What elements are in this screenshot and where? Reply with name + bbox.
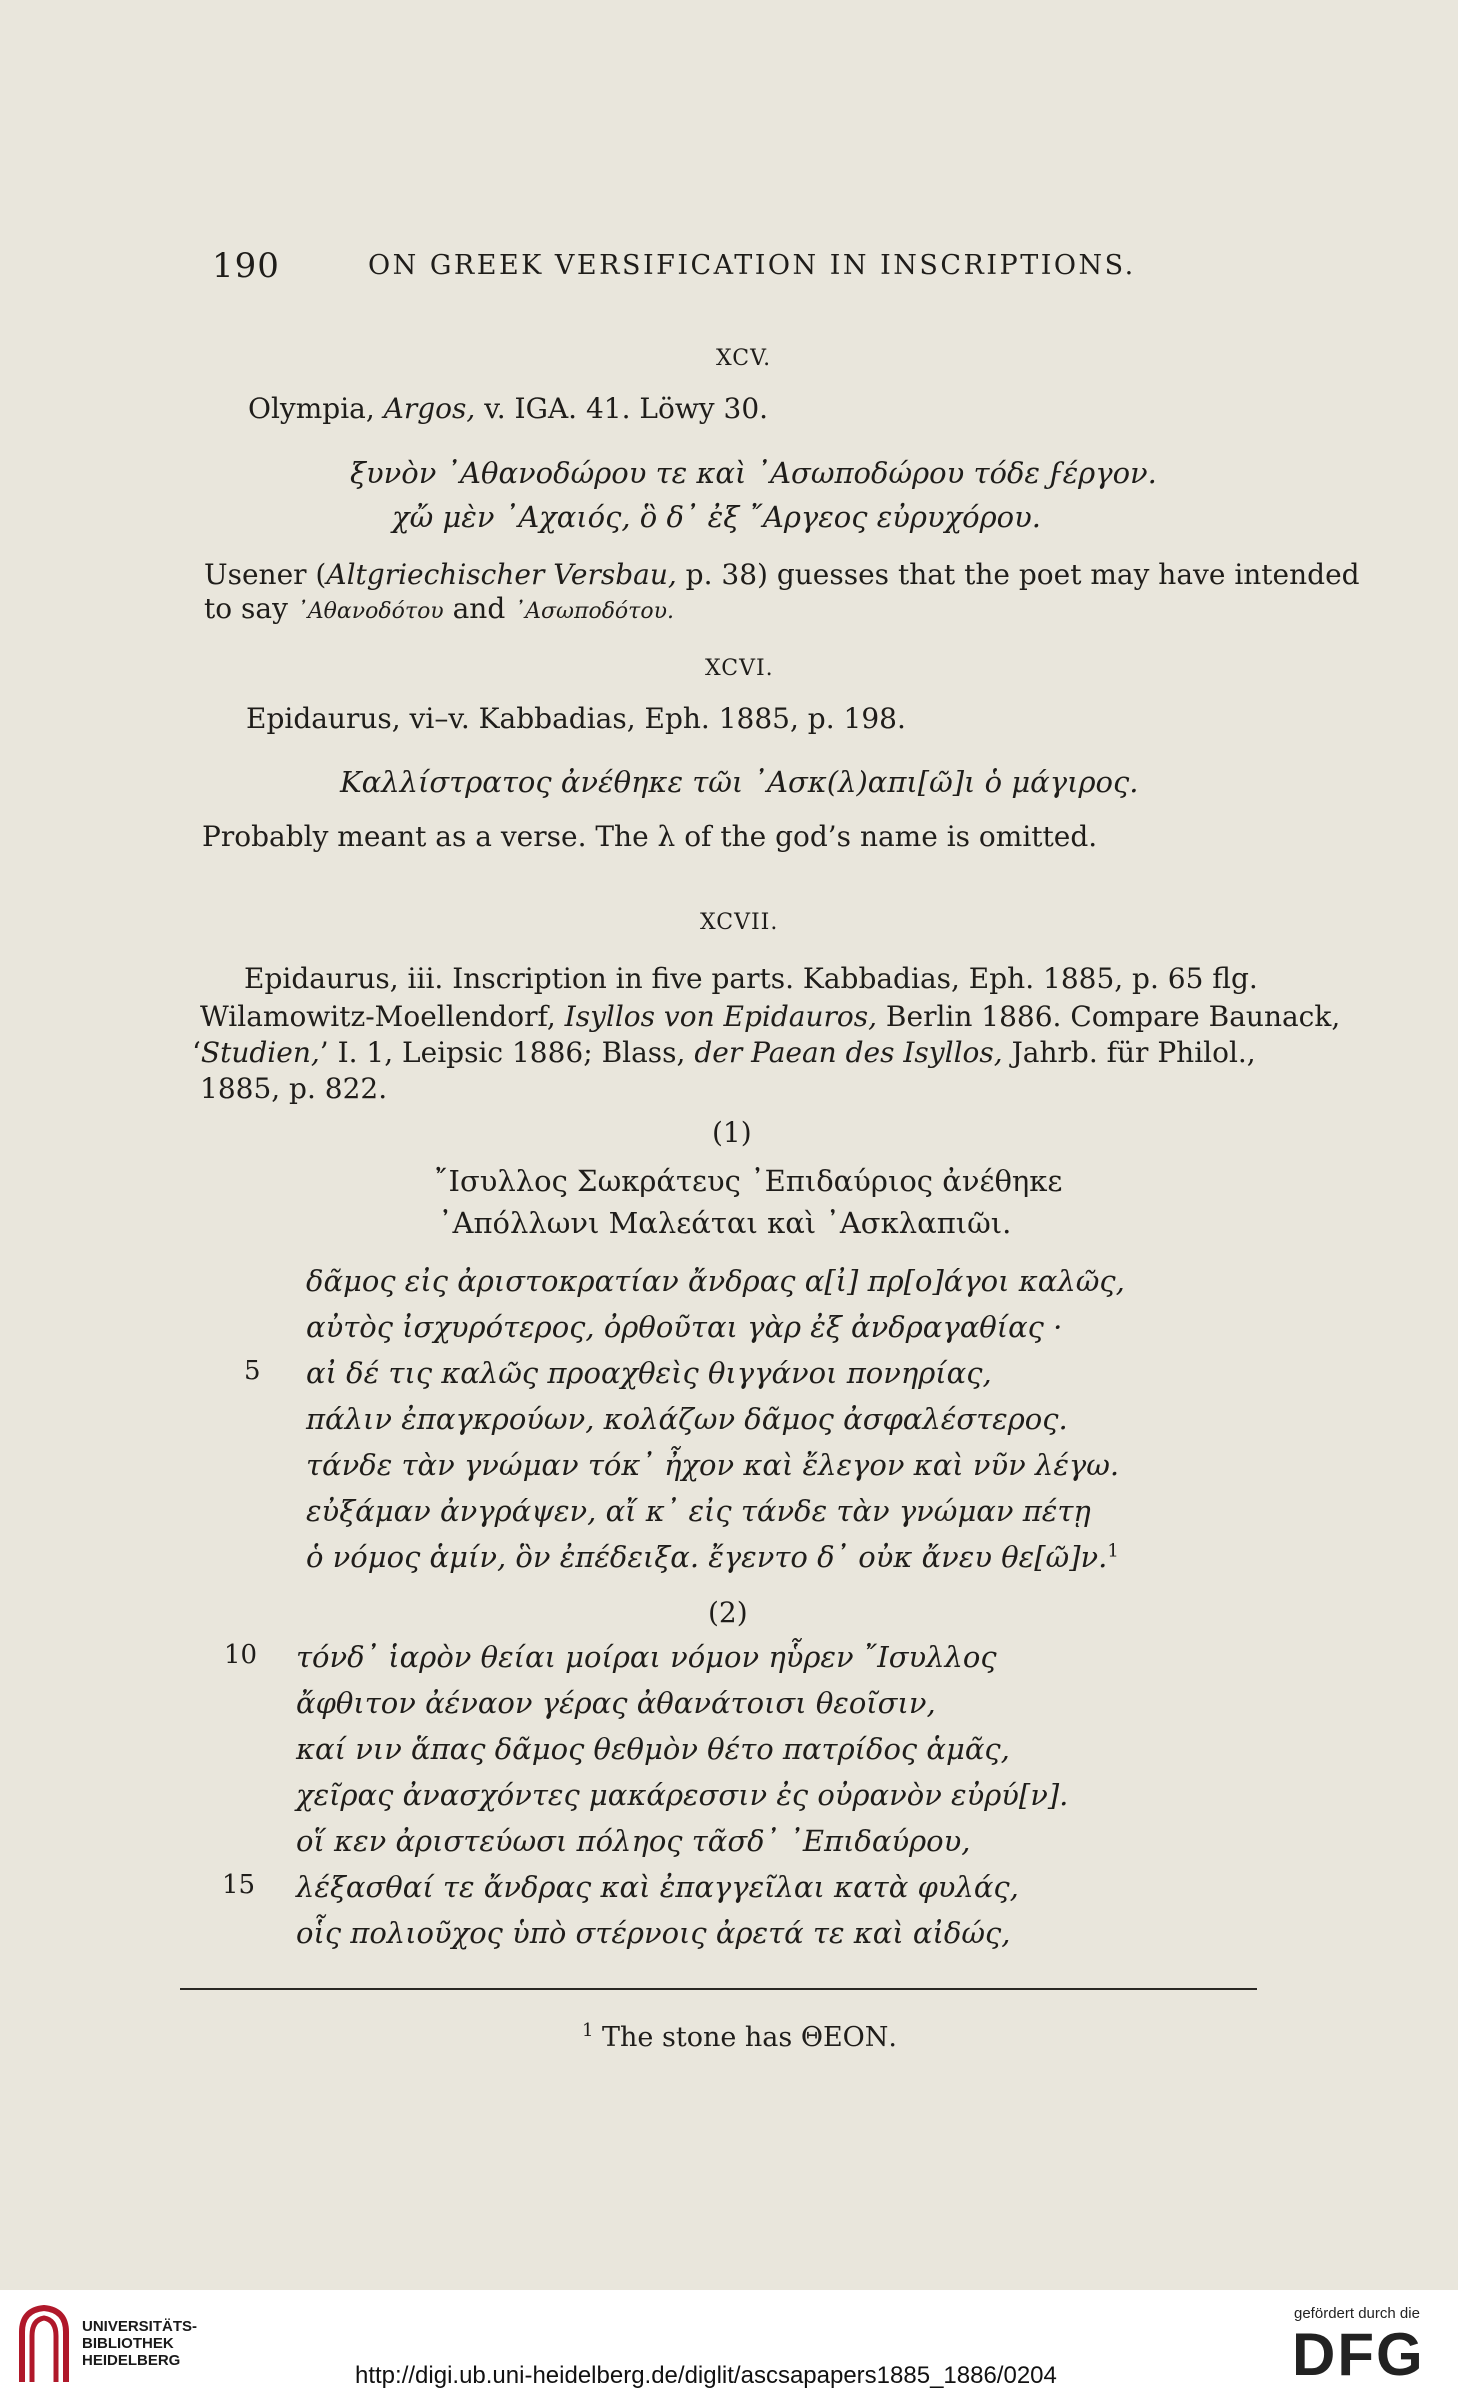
- part1-verse-2: αὐτὸς ἰσχυρότερος, ὀρθοῦται γὰρ ἐξ ἀνδραγαθίας ·: [306, 1310, 1063, 1344]
- part1-verse-1: δᾶμος εἰς ἀριστοκρατίαν ἄνδρας α[ἰ] πρ[ο]άγοι καλῶς,: [306, 1264, 1125, 1298]
- part-2-label: (2): [708, 1596, 748, 1629]
- university-library-logo-icon: [14, 2302, 74, 2388]
- line-number-10: 10: [224, 1640, 258, 1670]
- footnote-reference: 1: [1107, 1540, 1119, 1562]
- section-number-xcv: XCV.: [716, 346, 772, 371]
- page-number: 190: [212, 246, 280, 286]
- xcv-source: Olympia, Argos, v. IGA. 41. Löwy 30.: [248, 392, 769, 425]
- part2-verse-3: καί νιν ἅπας δᾶμος θεθμὸν θέτο πατρίδος ἁμᾶς,: [296, 1732, 1010, 1766]
- footnote-rule: [180, 1988, 1257, 1990]
- part1-verse-7: ὁ νόμος ἁμίν, ὃν ἐπέδειξα. ἔγεντο δ᾿ οὐκ ἄνευ θε[ῶ]ν.$^1$: [306, 1540, 1119, 1574]
- xcvii-source-line-4: 1885, p. 822.: [200, 1072, 388, 1105]
- part1-verse-3: αἰ δέ τις καλῶς προαχθεὶς θιγγάνοι πονηρίας,: [306, 1356, 992, 1390]
- xcv-verse-2: χὤ μὲν ᾿Αχαιός, ὃ δ᾿ ἐξ ῎Αργεος εὐρυχόρου.: [392, 500, 1041, 534]
- footnote: $^1$ The stone has ΘΕΟΝ.: [582, 2020, 898, 2053]
- part2-verse-2: ἄφθιτον ἀέναον γέρας ἀθανάτοισι θεοῖσιν,: [296, 1686, 936, 1720]
- line-number-15: 15: [222, 1870, 256, 1900]
- part2-verse-1: τόνδ᾿ ἱαρὸν θείαι μοίραι νόμον ηὗρεν ῎Ισυλλος: [296, 1640, 997, 1674]
- funded-by-label: gefördert durch die: [1294, 2305, 1420, 2322]
- permalink-url[interactable]: http://digi.ub.uni-heidelberg.de/diglit/ascsapapers1885_1886/0204: [355, 2362, 1057, 2389]
- part1-verse-5: τάνδε τὰν γνώμαν τόκ᾿ ἦχον καὶ ἔλεγον καὶ νῦν λέγω.: [306, 1448, 1120, 1482]
- dedication-line-2: ᾿Απόλλωνι Μαλεάται καὶ ᾿Ασκλαπιῶι.: [438, 1206, 1012, 1240]
- dfg-logo: DFG: [1292, 2321, 1425, 2388]
- line-number-5: 5: [244, 1356, 261, 1386]
- dedication-line-1: ῎Ισυλλος Σωκράτευς ᾿Επιδαύριος ἀνέθηκε: [434, 1164, 1063, 1198]
- running-title: ON GREEK VERSIFICATION IN INSCRIPTIONS.: [368, 250, 1136, 281]
- xcv-verse-1: ξυνὸν ᾿Αθανοδώρου τε καὶ ᾿Ασωποδώρου τόδε ϝέργον.: [350, 456, 1157, 490]
- xcv-note-line-1: Usener (Altgriechischer Versbau, p. 38) guesses that the poet may have intended: [204, 558, 1360, 591]
- section-number-xcvii: XCVII.: [700, 910, 779, 935]
- xcvii-source-line-1: Epidaurus, iii. Inscription in five parts. Kabbadias, Eph. 1885, p. 65 flg.: [244, 962, 1258, 995]
- part2-verse-7: οἷς πολιοῦχος ὑπὸ στέρνοις ἀρετά τε καὶ αἰδώς,: [296, 1916, 1011, 1950]
- part2-verse-5: οἵ κεν ἀριστεύωσι πόληος τᾶσδ᾿ ᾿Επιδαύρου,: [296, 1824, 971, 1858]
- part-1-label: (1): [712, 1116, 752, 1149]
- part1-verse-6: εὐξάμαν ἀνγράψεν, αἴ κ᾿ εἰς τάνδε τὰν γνώμαν πέτῃ: [306, 1494, 1091, 1528]
- xcvi-source: Epidaurus, vi–v. Kabbadias, Eph. 1885, p. 198.: [246, 702, 906, 735]
- section-number-xcvi: XCVI.: [705, 656, 774, 681]
- part2-verse-6: λέξασθαί τε ἄνδρας καὶ ἐπαγγεῖλαι κατὰ φυλάς,: [296, 1870, 1019, 1904]
- xcvii-source-line-3: ‘Studien,’ I. 1, Leipsic 1886; Blass, der Paean des Isyllos, Jahrb. für Philol.,: [192, 1036, 1256, 1069]
- part1-verse-4: πάλιν ἐπαγκρούων, κολάζων δᾶμος ἀσφαλέστερος.: [306, 1402, 1068, 1436]
- part2-verse-4: χεῖρας ἀνασχόντες μακάρεσσιν ἐς οὐρανὸν εὐρύ[ν].: [296, 1778, 1069, 1812]
- library-name: UNIVERSITÄTS- BIBLIOTHEK HEIDELBERG: [82, 2318, 198, 2369]
- xcvi-note: Probably meant as a verse. The λ of the god’s name is omitted.: [202, 820, 1098, 853]
- xcvi-verse: Καλλίστρατος ἀνέθηκε τῶι ᾿Ασκ(λ)απι[ῶ]ι ὁ μάγιρος.: [340, 765, 1139, 799]
- xcvii-source-line-2: Wilamowitz-Moellendorf, Isyllos von Epidauros, Berlin 1886. Compare Baunack,: [200, 1000, 1341, 1033]
- xcv-note-line-2: to say ᾿Αθανοδότου and ᾿Ασωποδότου.: [204, 592, 674, 625]
